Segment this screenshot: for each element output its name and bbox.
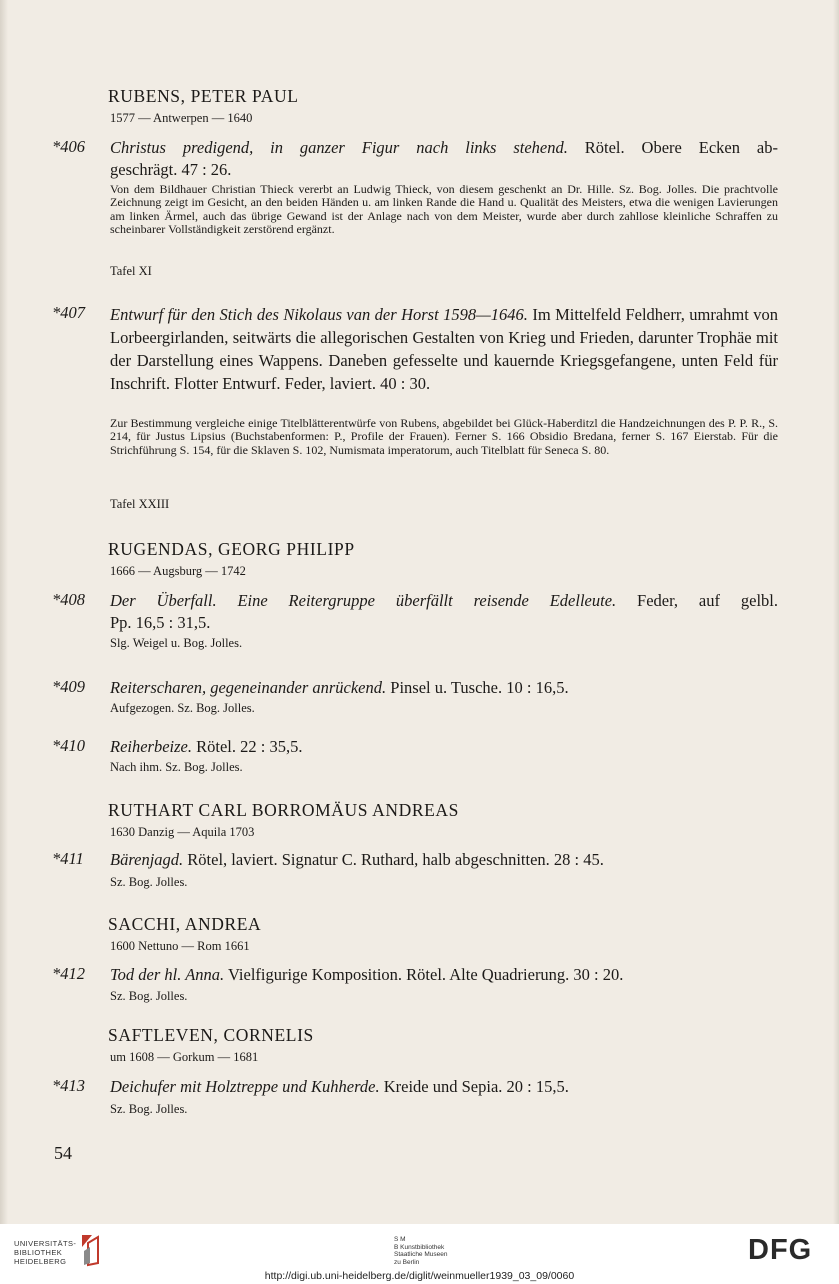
lot-description xyxy=(110,964,778,986)
lot-number: *408 xyxy=(52,590,85,609)
lot-title: Reiherbeize. xyxy=(110,737,193,756)
lot-note: Sz. Bog. Jolles. xyxy=(110,1102,188,1116)
lot-text: Rötel. 22 : 35,5. xyxy=(192,737,303,756)
lot-note: Nach ihm. Sz. Bog. Jolles. xyxy=(110,760,243,774)
university-library-name[interactable]: UNIVERSITÄTS- BIBLIOTHEK HEIDELBERG xyxy=(14,1239,77,1266)
artist-dates: 1666 — Augsburg — 1742 xyxy=(110,564,246,578)
lot-title: Tod der hl. Anna. xyxy=(110,965,225,984)
lot-description xyxy=(110,1076,778,1098)
lot-title: Bärenjagd. xyxy=(110,850,184,869)
artist-dates: 1577 — Antwerpen — 1640 xyxy=(110,111,253,125)
lot-note: Sz. Bog. Jolles. xyxy=(110,989,188,1003)
lot-note: Von dem Bildhauer Christian Thieck vererbt an Ludwig Thieck, von diesem geschenkt an Dr. Hille. Sz. Bog. Jolles. Die prachtvolle Zeichnung zeigt im Gesicht, an den beiden Händen u. am linken Rande die Hand u. Qualität des Meisters, etwa die wenigen Lavierungen am linken Ärmel, auch das übrige Gewand ist der Anlage nach von dem Meister, wurde aber durch zahllose kleinliche Schraffen zu scheinbarer Vollständigkeit zerstörend ergänzt. xyxy=(110,182,778,237)
lot-text: geschrägt. 47 : 26. xyxy=(110,160,232,179)
lot-description xyxy=(110,736,778,758)
artist-heading: SACCHI, ANDREA xyxy=(108,914,262,934)
artist-heading: RUTHART CARL BORROMÄUS ANDREAS xyxy=(108,800,459,820)
lot-text: Vielfigurige Komposition. Rötel. Alte Quadrierung. 30 : 20. xyxy=(224,965,624,984)
dfg-logo[interactable]: DFG xyxy=(748,1234,813,1266)
lot-text: Feder, auf gelbl. xyxy=(616,591,778,610)
artist-heading: SAFTLEVEN, CORNELIS xyxy=(108,1025,314,1045)
lot-text: Pp. 16,5 : 31,5. xyxy=(110,613,211,632)
lot-description xyxy=(110,303,778,395)
lot-title: Christus predigend, in ganzer Figur nach links stehend. xyxy=(110,138,568,157)
lot-note: Aufgezogen. Sz. Bog. Jolles. xyxy=(110,701,255,715)
permalink-url[interactable]: http://digi.ub.uni-heidelberg.de/diglit/weinmueller1939_03_09/0060 xyxy=(264,1270,575,1282)
lot-number: *407 xyxy=(52,303,85,322)
lot-title: Der Überfall. Eine Reitergruppe überfällt reisende Edelleute. xyxy=(110,591,617,610)
page-number: 54 xyxy=(54,1143,72,1163)
lot-note: Slg. Weigel u. Bog. Jolles. xyxy=(110,636,243,650)
lot-description xyxy=(110,137,778,181)
plate-reference: Tafel XXIII xyxy=(110,497,170,511)
lot-text: Rötel. Obere Ecken ab- xyxy=(567,138,778,157)
lot-title: Entwurf für den Stich des Nikolaus van der Horst 1598—1646. xyxy=(110,305,528,324)
lot-number: *411 xyxy=(52,849,84,868)
lot-number: *409 xyxy=(52,677,85,696)
lot-note: Zur Bestimmung vergleiche einige Titelblätterentwürfe von Rubens, abgebildet bei Glück-Haberditzl die Handzeichnungen des P. P. R., S. 214, für Justus Lipsius (Buchstabenformen: P., Profile der Frauen). Ferner S. 166 Obsidio Bredana, ferner S. 167 Eierstab. Für die Strichführung S. 154, für die Sklaven S. 102, Numismata imperatorum, auch Titelblatt für Seneca S. 80. xyxy=(110,416,778,457)
lot-number: *406 xyxy=(52,137,85,156)
university-seal-icon xyxy=(78,1233,102,1267)
artist-heading: RUBENS, PETER PAUL xyxy=(108,86,299,106)
lot-text: Im Mittelfeld Feldherr, umrahmt von Lorbeergirlanden, seitwärts die allegorischen Gestalten von Krieg und Frieden, darunter Trophäe mit der Darstellung eines Wappens. Daneben gefesselte und kauernde Kriegsgefangene, unten Feld für Inschrift. Flotter Entwurf. Feder, laviert. 40 : 30. xyxy=(110,305,778,393)
lot-number: *413 xyxy=(52,1076,85,1095)
artist-heading: RUGENDAS, GEORG PHILIPP xyxy=(108,539,355,559)
artist-dates: 1600 Nettuno — Rom 1661 xyxy=(110,939,250,953)
digitization-footer xyxy=(0,1224,839,1284)
lot-description xyxy=(110,677,778,699)
lot-text: Pinsel u. Tusche. 10 : 16,5. xyxy=(386,678,569,697)
museum-library-name[interactable]: S M B Kunstbibliothek Staatliche Museen zu Berlin xyxy=(394,1236,448,1266)
lot-number: *412 xyxy=(52,964,85,983)
lot-description xyxy=(110,849,778,871)
lot-number: *410 xyxy=(52,736,85,755)
lot-note: Sz. Bog. Jolles. xyxy=(110,875,188,889)
artist-dates: um 1608 — Gorkum — 1681 xyxy=(110,1050,259,1064)
artist-dates: 1630 Danzig — Aquila 1703 xyxy=(110,825,255,839)
lot-text: Rötel, laviert. Signatur C. Ruthard, halb abgeschnitten. 28 : 45. xyxy=(183,850,604,869)
lot-text: Kreide und Sepia. 20 : 15,5. xyxy=(379,1077,569,1096)
lot-description xyxy=(110,590,778,634)
lot-title: Reiterscharen, gegeneinander anrückend. xyxy=(110,678,387,697)
plate-reference: Tafel XI xyxy=(110,264,152,278)
lot-title: Deichufer mit Holztreppe und Kuhherde. xyxy=(110,1077,380,1096)
